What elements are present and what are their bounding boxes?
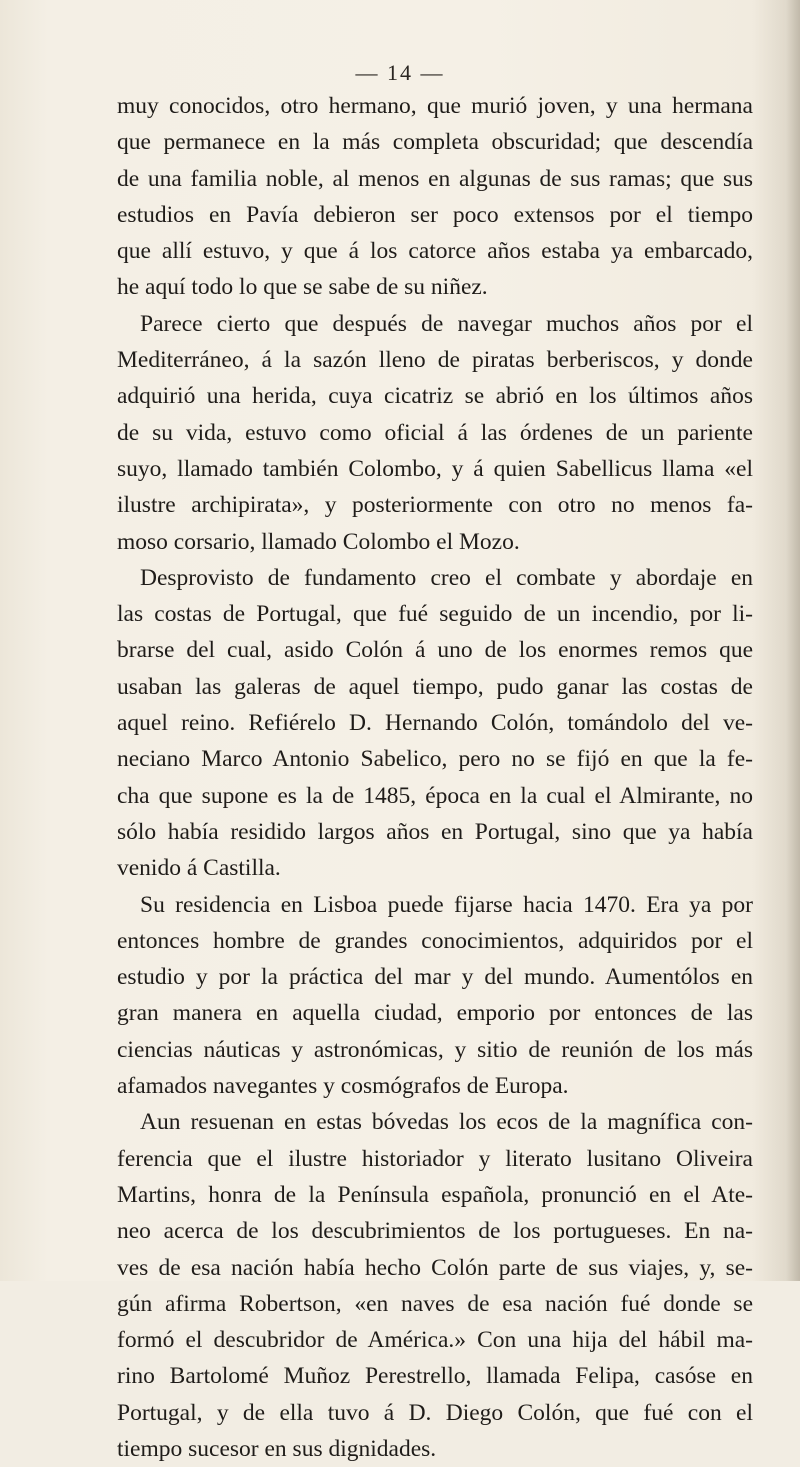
text-line: estudio y por la práctica del mar y del mundo. Aumentólos en	[117, 964, 753, 991]
text-line: Parece cierto que después de navegar muchos años por el	[140, 310, 753, 337]
text-line: que allí estuvo, y que á los catorce años estaba ya embarcado,	[117, 238, 753, 265]
text-line: gran manera en aquella ciudad, emporio por entonces de las	[117, 1000, 753, 1027]
text-line: ciencias náuticas y astronómicas, y sitio de reunión de los más	[117, 1036, 753, 1063]
text-line: suyo, llamado también Colombo, y á quien Sabellicus llama «el	[117, 455, 753, 482]
text-line: tiempo sucesor en sus dignidades.	[117, 1435, 437, 1462]
text-line: Su residencia en Lisboa puede fijarse hacia 1470. Era ya por	[140, 891, 753, 918]
text-line: neciano Marco Antonio Sabelico, pero no se fijó en que la fe-	[117, 746, 753, 773]
text-line: Aun resuenan en estas bóvedas los ecos de la magnífica con-	[140, 1109, 753, 1136]
page-edge-shadow	[786, 0, 800, 1281]
page-number: — 14 —	[355, 60, 445, 85]
text-line: aquel reino. Refiérelo D. Hernando Colón, tomándolo del ve-	[117, 710, 753, 737]
text-line: cha que supone es la de 1485, época en la cual el Almirante, no	[117, 782, 753, 809]
text-line: las costas de Portugal, que fué seguido de un incendio, por li-	[117, 601, 753, 628]
text-line: Martins, honra de la Península española, pronunció en el Ate-	[117, 1181, 753, 1208]
text-line: Desprovisto de fundamento creo el combate y abordaje en	[140, 564, 753, 591]
text-line: Mediterráneo, á la sazón lleno de piratas berberiscos, y donde	[117, 347, 753, 374]
text-line: entonces hombre de grandes conocimientos, adquiridos por el	[117, 927, 753, 954]
text-line: he aquí todo lo que se sabe de su niñez.	[117, 274, 488, 301]
text-line: sólo había residido largos años en Portugal, sino que ya había	[117, 818, 753, 845]
text-line: moso corsario, llamado Colombo el Mozo.	[117, 528, 520, 555]
text-line: que permanece en la más completa obscuridad; que descendía	[117, 129, 753, 156]
text-line: rino Bartolomé Muñoz Perestrello, llamada Felipa, casóse en	[117, 1363, 753, 1390]
text-line: gún afirma Robertson, «en naves de esa nación fué donde se	[117, 1290, 753, 1317]
text-line: formó el descubridor de América.» Con una hija del hábil ma-	[117, 1327, 753, 1354]
text-line: de una familia noble, al menos en algunas de sus ramas; que sus	[117, 165, 753, 192]
text-line: usaban las galeras de aquel tiempo, pudo ganar las costas de	[117, 673, 753, 700]
text-line: brarse del cual, asido Colón á uno de los enormes remos que	[117, 637, 753, 664]
text-line: ves de esa nación había hecho Colón parte de sus viajes, y, se-	[117, 1254, 753, 1281]
text-line: ilustre archipirata», y posteriormente con otro no menos fa-	[117, 492, 753, 519]
text-line: de su vida, estuvo como oficial á las órdenes de un pariente	[117, 419, 753, 446]
text-line: venido á Castilla.	[117, 855, 281, 882]
body-text	[117, 88, 753, 1467]
text-line: Portugal, y de ella tuvo á D. Diego Colón, que fué con el	[117, 1399, 753, 1426]
text-line: muy conocidos, otro hermano, que murió joven, y una hermana	[117, 93, 753, 119]
text-line: ferencia que el ilustre historiador y literato lusitano Oliveira	[117, 1145, 753, 1172]
text-line: neo acerca de los descubrimientos de los portugueses. En na-	[117, 1218, 753, 1245]
text-line: afamados navegantes y cosmógrafos de Europa.	[117, 1073, 569, 1100]
text-line: estudios en Pavía debieron ser poco extensos por el tiempo	[117, 201, 753, 228]
text-line: adquirió una herida, cuya cicatriz se abrió en los últimos años	[117, 383, 753, 410]
